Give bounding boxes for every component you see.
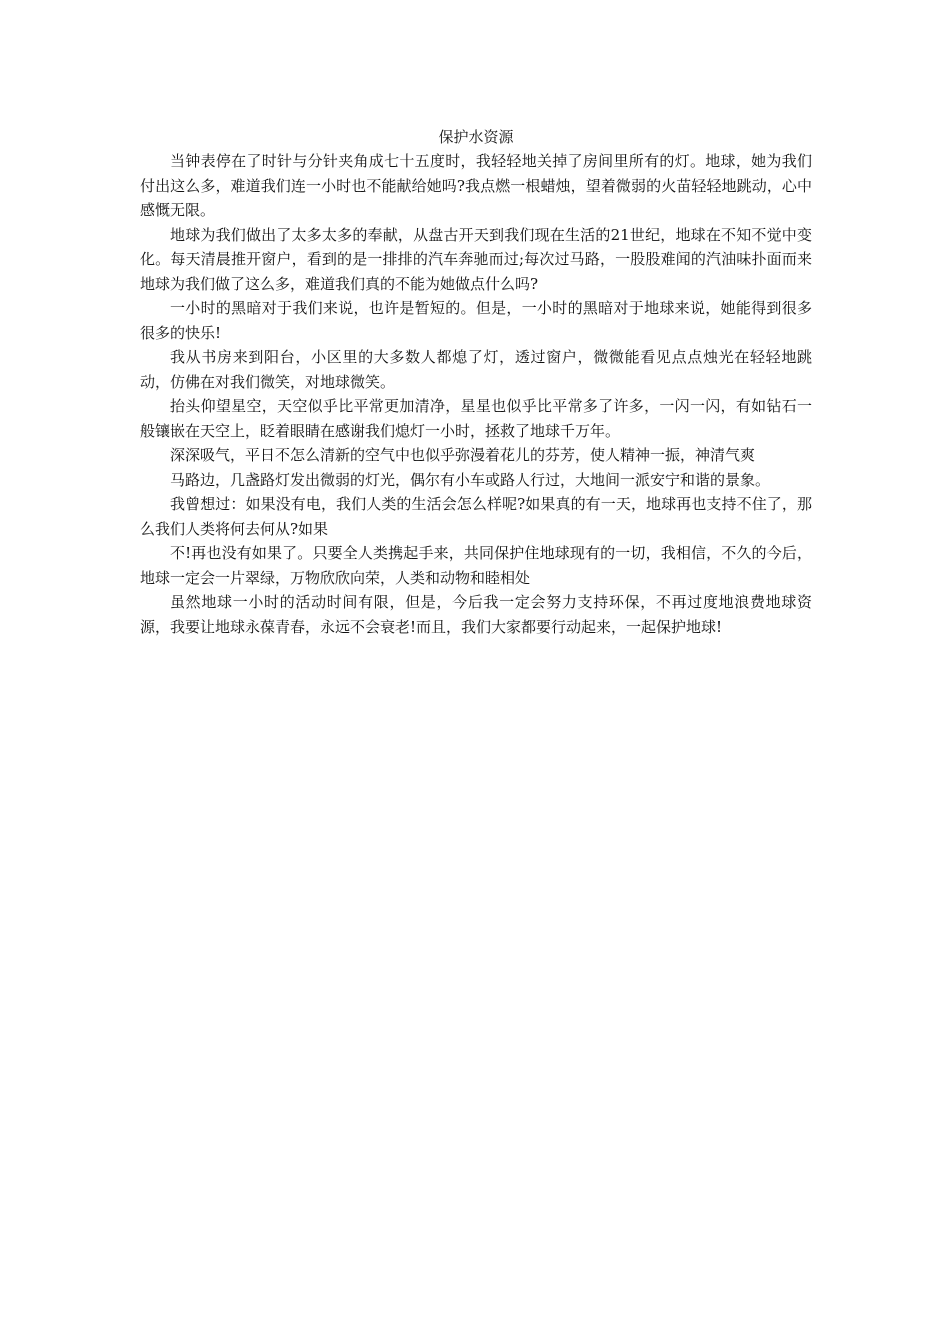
- paragraph-3: 一小时的黑暗对于我们来说，也许是暂短的。但是，一小时的黑暗对于地球来说，她能得到很多很多的快乐!: [140, 299, 812, 342]
- paragraph-2: 地球为我们做出了太多太多的奉献，从盘古开天到我们现在生活的21世纪，地球在不知不觉中变化。每天清晨推开窗户，看到的是一排排的汽车奔驰而过;每次过马路，一股股难闻的汽油味扑面而来地球为我们做了这么多，难道我们真的不能为她做点什么吗?: [140, 225, 812, 293]
- paragraph-10: 虽然地球一小时的活动时间有限，但是，今后我一定会努力支持环保，不再过度地浪费地球资源，我要让地球永葆青春，永远不会衰老!而且，我们大家都要行动起来，一起保护地球!: [140, 593, 812, 636]
- paragraph-8: 我曾想过：如果没有电，我们人类的生活会怎么样呢?如果真的有一天，地球再也支持不住了，那么我们人类将何去何从?如果: [140, 495, 812, 538]
- paragraph-4: 我从书房来到阳台，小区里的大多数人都熄了灯，透过窗户，微微能看见点点烛光在轻轻地跳动，仿佛在对我们微笑，对地球微笑。: [140, 348, 812, 391]
- paragraph-6: 深深吸气，平日不怎么清新的空气中也似乎弥漫着花儿的芬芳，使人精神一振，神清气爽: [170, 446, 756, 464]
- paragraph-5: 抬头仰望星空，天空似乎比平常更加清净，星星也似乎比平常多了许多，一闪一闪，有如钻石一般镶嵌在天空上，眨着眼睛在感谢我们熄灯一小时，拯救了地球千万年。: [140, 397, 812, 440]
- document-body: [140, 125, 812, 639]
- paragraph-9: 不!再也没有如果了。只要全人类携起手来，共同保护住地球现有的一切，我相信，不久的今后，地球一定会一片翠绿，万物欣欣向荣，人类和动物和睦相处: [140, 544, 812, 587]
- document-title: 保护水资源: [438, 128, 514, 146]
- paragraph-1: 当钟表停在了时针与分针夹角成七十五度时，我轻轻地关掉了房间里所有的灯。地球，她为我们付出这么多，难道我们连一小时也不能献给她吗?我点燃一根蜡烛，望着微弱的火苗轻轻地跳动，心中感慨无限。: [140, 152, 812, 219]
- paragraph-7: 马路边，几盏路灯发出微弱的灯光，偶尔有小车或路人行过，大地间一派安宁和谐的景象。: [170, 470, 771, 489]
